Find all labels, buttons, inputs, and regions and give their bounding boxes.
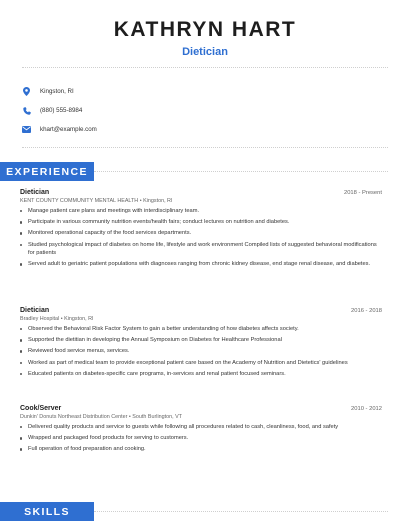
- bullet-item: Educated patients on diabetes-specific care programs, in-services and renal patient focused seminars.: [20, 370, 382, 379]
- job-bullets: [20, 207, 382, 269]
- job-bullets: [20, 423, 382, 454]
- job-entry: [20, 307, 382, 381]
- job-organization: Dunkin' Donuts Northeast Distribution Center • South Burlington, VT: [20, 414, 183, 420]
- bullet-item: Studied psychological impact of diabetes on home life, lifestyle and work environment Compiled lists of suggested behavioral modifications for patients: [20, 241, 382, 258]
- candidate-role: Dietician: [182, 46, 228, 58]
- experience-heading-rule: [94, 171, 388, 172]
- bullet-item: Supported the dietitian in developing the Annual Symposium on Diabetes for Healthcare Professional: [20, 336, 382, 345]
- candidate-name: KATHRYN HART: [113, 18, 297, 41]
- job-entry: [20, 189, 382, 272]
- bullet-item: Participate in various community nutrition events/health fairs; conduct lectures on nutrition and diabetes.: [20, 218, 382, 227]
- contact-phone: [22, 101, 97, 120]
- location-pin-icon: [22, 87, 31, 96]
- bullet-item: Full operation of food preparation and cooking.: [20, 445, 382, 454]
- bullet-item: Observed the Behavioral Risk Factor System to gain a better understanding of how diabetes affects society.: [20, 325, 382, 334]
- job-organization: Bradley Hospital • Kingston, RI: [20, 316, 94, 322]
- job-title: Cook/Server: [20, 405, 62, 412]
- job-organization: KENT COUNTY COMMUNITY MENTAL HEALTH • Kingston, RI: [20, 198, 173, 204]
- job-title: Dietician: [20, 189, 50, 196]
- header-divider: [22, 67, 388, 68]
- contact-email-text: khart@example.com: [40, 126, 97, 133]
- job-entry: [20, 405, 382, 457]
- job-dates: 2016 - 2018: [351, 308, 382, 314]
- bullet-item: Served adult to geriatric patient populations with diagnoses ranging from chronic kidney disease, end stage renal disease, and diabetes.: [20, 260, 382, 269]
- contact-list: [22, 82, 97, 139]
- job-bullets: [20, 325, 382, 378]
- bullet-item: Wrapped and packaged food products for serving to customers.: [20, 434, 382, 443]
- resume-header: [0, 0, 410, 58]
- job-title: Dietician: [20, 307, 50, 314]
- skills-heading-rule: [94, 511, 388, 512]
- bullet-item: Manage patient care plans and meetings with interdisciplinary team.: [20, 207, 382, 216]
- contact-phone-text: (880) 555-8984: [40, 107, 83, 114]
- contacts-divider: [22, 147, 388, 148]
- skills-heading: SKILLS: [0, 502, 94, 521]
- phone-icon: [22, 106, 31, 115]
- contact-location: [22, 82, 97, 101]
- contact-location-text: Kingston, RI: [40, 88, 74, 95]
- bullet-item: Worked as part of medical team to provide exceptional patient care based on the Academy of Nutrition and Dietetics' guidelines: [20, 359, 382, 368]
- contact-email: [22, 120, 97, 139]
- job-dates: 2010 - 2012: [351, 406, 382, 412]
- bullet-item: Monitored operational capacity of the food services departments.: [20, 229, 382, 238]
- job-dates: 2018 - Present: [343, 190, 382, 196]
- experience-heading: EXPERIENCE: [0, 162, 94, 181]
- email-icon: [22, 125, 31, 134]
- bullet-item: Reviewed food service menus, services.: [20, 347, 382, 356]
- bullet-item: Delivered quality products and service to guests while following all procedures related to cash, cleanliness, food, and safety: [20, 423, 382, 432]
